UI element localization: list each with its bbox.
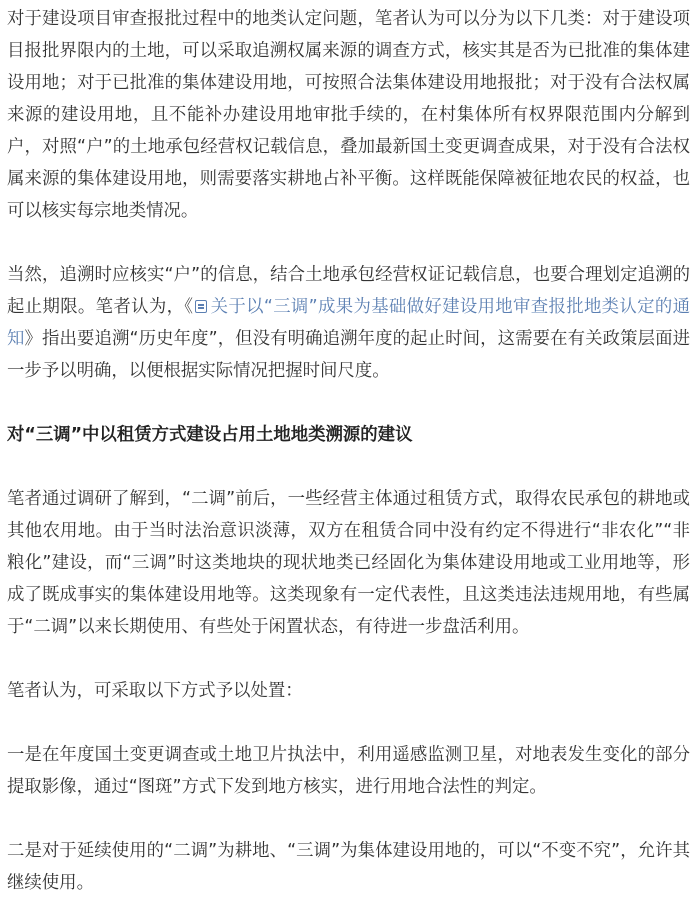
paragraph-spacer bbox=[7, 707, 690, 739]
notice-document-link-text: 关于以“三调”成果为基础做好建设用地审查报批地类认定的通知 bbox=[7, 297, 690, 349]
paragraph-handling-intro: 笔者认为，可采取以下方式予以处置： bbox=[7, 681, 303, 701]
paragraph-spacer bbox=[7, 451, 690, 483]
paragraph-spacer bbox=[7, 387, 690, 419]
document-link-icon bbox=[195, 300, 207, 313]
paragraph-measure-two: 二是对于延续使用的“二调”为耕地、“三调”为集体建设用地的，可以“不变不究”，允许其继续使用。 bbox=[7, 841, 690, 893]
paragraph-spacer bbox=[7, 643, 690, 675]
paragraph-spacer bbox=[7, 803, 690, 835]
paragraph-text: 》指出要追溯“历史年度”，但没有明确追溯年度的起止时间，这需要在有关政策层面进一步予以明确，以便根据实际情况把握时间尺度。 bbox=[7, 329, 690, 381]
paragraph-measure-one: 一是在年度国土变更调查或土地卫片执法中，利用遥感监测卫星，对地表发生变化的部分提取影像，通过“图斑”方式下发到地方核实，进行用地合法性的判定。 bbox=[7, 745, 690, 797]
paragraph-land-classification: 对于建设项目审查报批过程中的地类认定问题，笔者认为可以分为以下几类：对于建设项目报批界限内的土地，可以采取追溯权属来源的调查方式，核实其是否为已批准的集体建设用地；对于已批准的集体建设用地，可按照合法集体建设用地报批；对于没有合法权属来源的建设用地，且不能补办建设用地审批手续的，在村集体所有权界限范围内分解到户，对照“户”的土地承包经营权记载信息，叠加最新国土变更调查成果，对于没有合法权属来源的集体建设用地，则需要落实耕地占补平衡。这样既能保障被征地农民的权益，也可以核实每宗地类情况。 bbox=[7, 9, 690, 221]
article-body bbox=[7, 0, 690, 899]
paragraph-spacer bbox=[7, 227, 690, 259]
section-heading: 对“三调”中以租赁方式建设占用土地地类溯源的建议 bbox=[7, 425, 413, 445]
paragraph-lease-research: 笔者通过调研了解到，“二调”前后，一些经营主体通过租赁方式，取得农民承包的耕地或其他农用地。由于当时法治意识淡薄，双方在租赁合同中没有约定不得进行“非农化”“非粮化”建设，而“三调”时这类地块的现状地类已经固化为集体建设用地或工业用地等，形成了既成事实的集体建设用地等。这类现象有一定代表性，且这类违法违规用地，有些属于“二调”以来长期使用、有些处于闲置状态，有待进一步盘活利用。 bbox=[7, 489, 690, 637]
paragraph-trace-period bbox=[7, 259, 690, 387]
paragraph-text: 当然，追溯时应核实“户”的信息，结合土地承包经营权证记载信息，也要合理划定追溯的起止期限。笔者认为，《 bbox=[7, 265, 690, 317]
